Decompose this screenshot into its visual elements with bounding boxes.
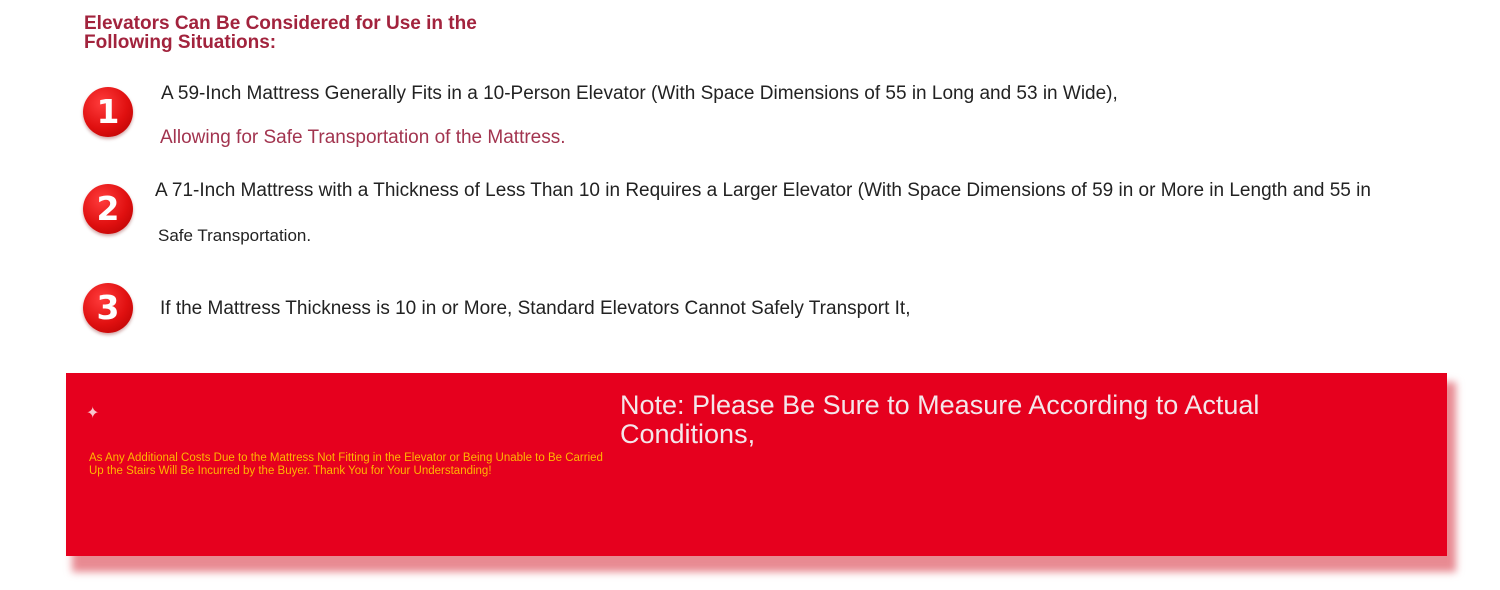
item-1-line-2: Allowing for Safe Transportation of the Mattress. [160, 127, 566, 148]
section-heading: Elevators Can Be Considered for Use in the Following Situations: [84, 13, 477, 53]
number-badge-2: 2 [83, 184, 133, 234]
note-title: Note: Please Be Sure to Measure According to Actual Conditions, [620, 390, 1260, 449]
number-badge-3: 3 [83, 283, 133, 333]
item-1-line-1: A 59-Inch Mattress Generally Fits in a 10-Person Elevator (With Space Dimensions of 55 in Long and 53 in Wide), [161, 83, 1118, 104]
item-2-line-1: A 71-Inch Mattress with a Thickness of Less Than 10 in Requires a Larger Elevator (With Space Dimensions of 59 in or More in Length and 55 in [155, 180, 1371, 201]
number-badge-1: 1 [83, 87, 133, 137]
note-panel [66, 373, 1447, 556]
item-3-line-1: If the Mattress Thickness is 10 in or More, Standard Elevators Cannot Safely Transport It, [160, 298, 911, 319]
item-2-line-2: Safe Transportation. [158, 226, 312, 245]
warning-icon: ✦ [86, 405, 100, 422]
note-disclaimer: As Any Additional Costs Due to the Mattress Not Fitting in the Elevator or Being Unable to Be Carried Up the Stairs Will Be Incurred by the Buyer. Thank You for Your Understanding! [89, 452, 603, 477]
